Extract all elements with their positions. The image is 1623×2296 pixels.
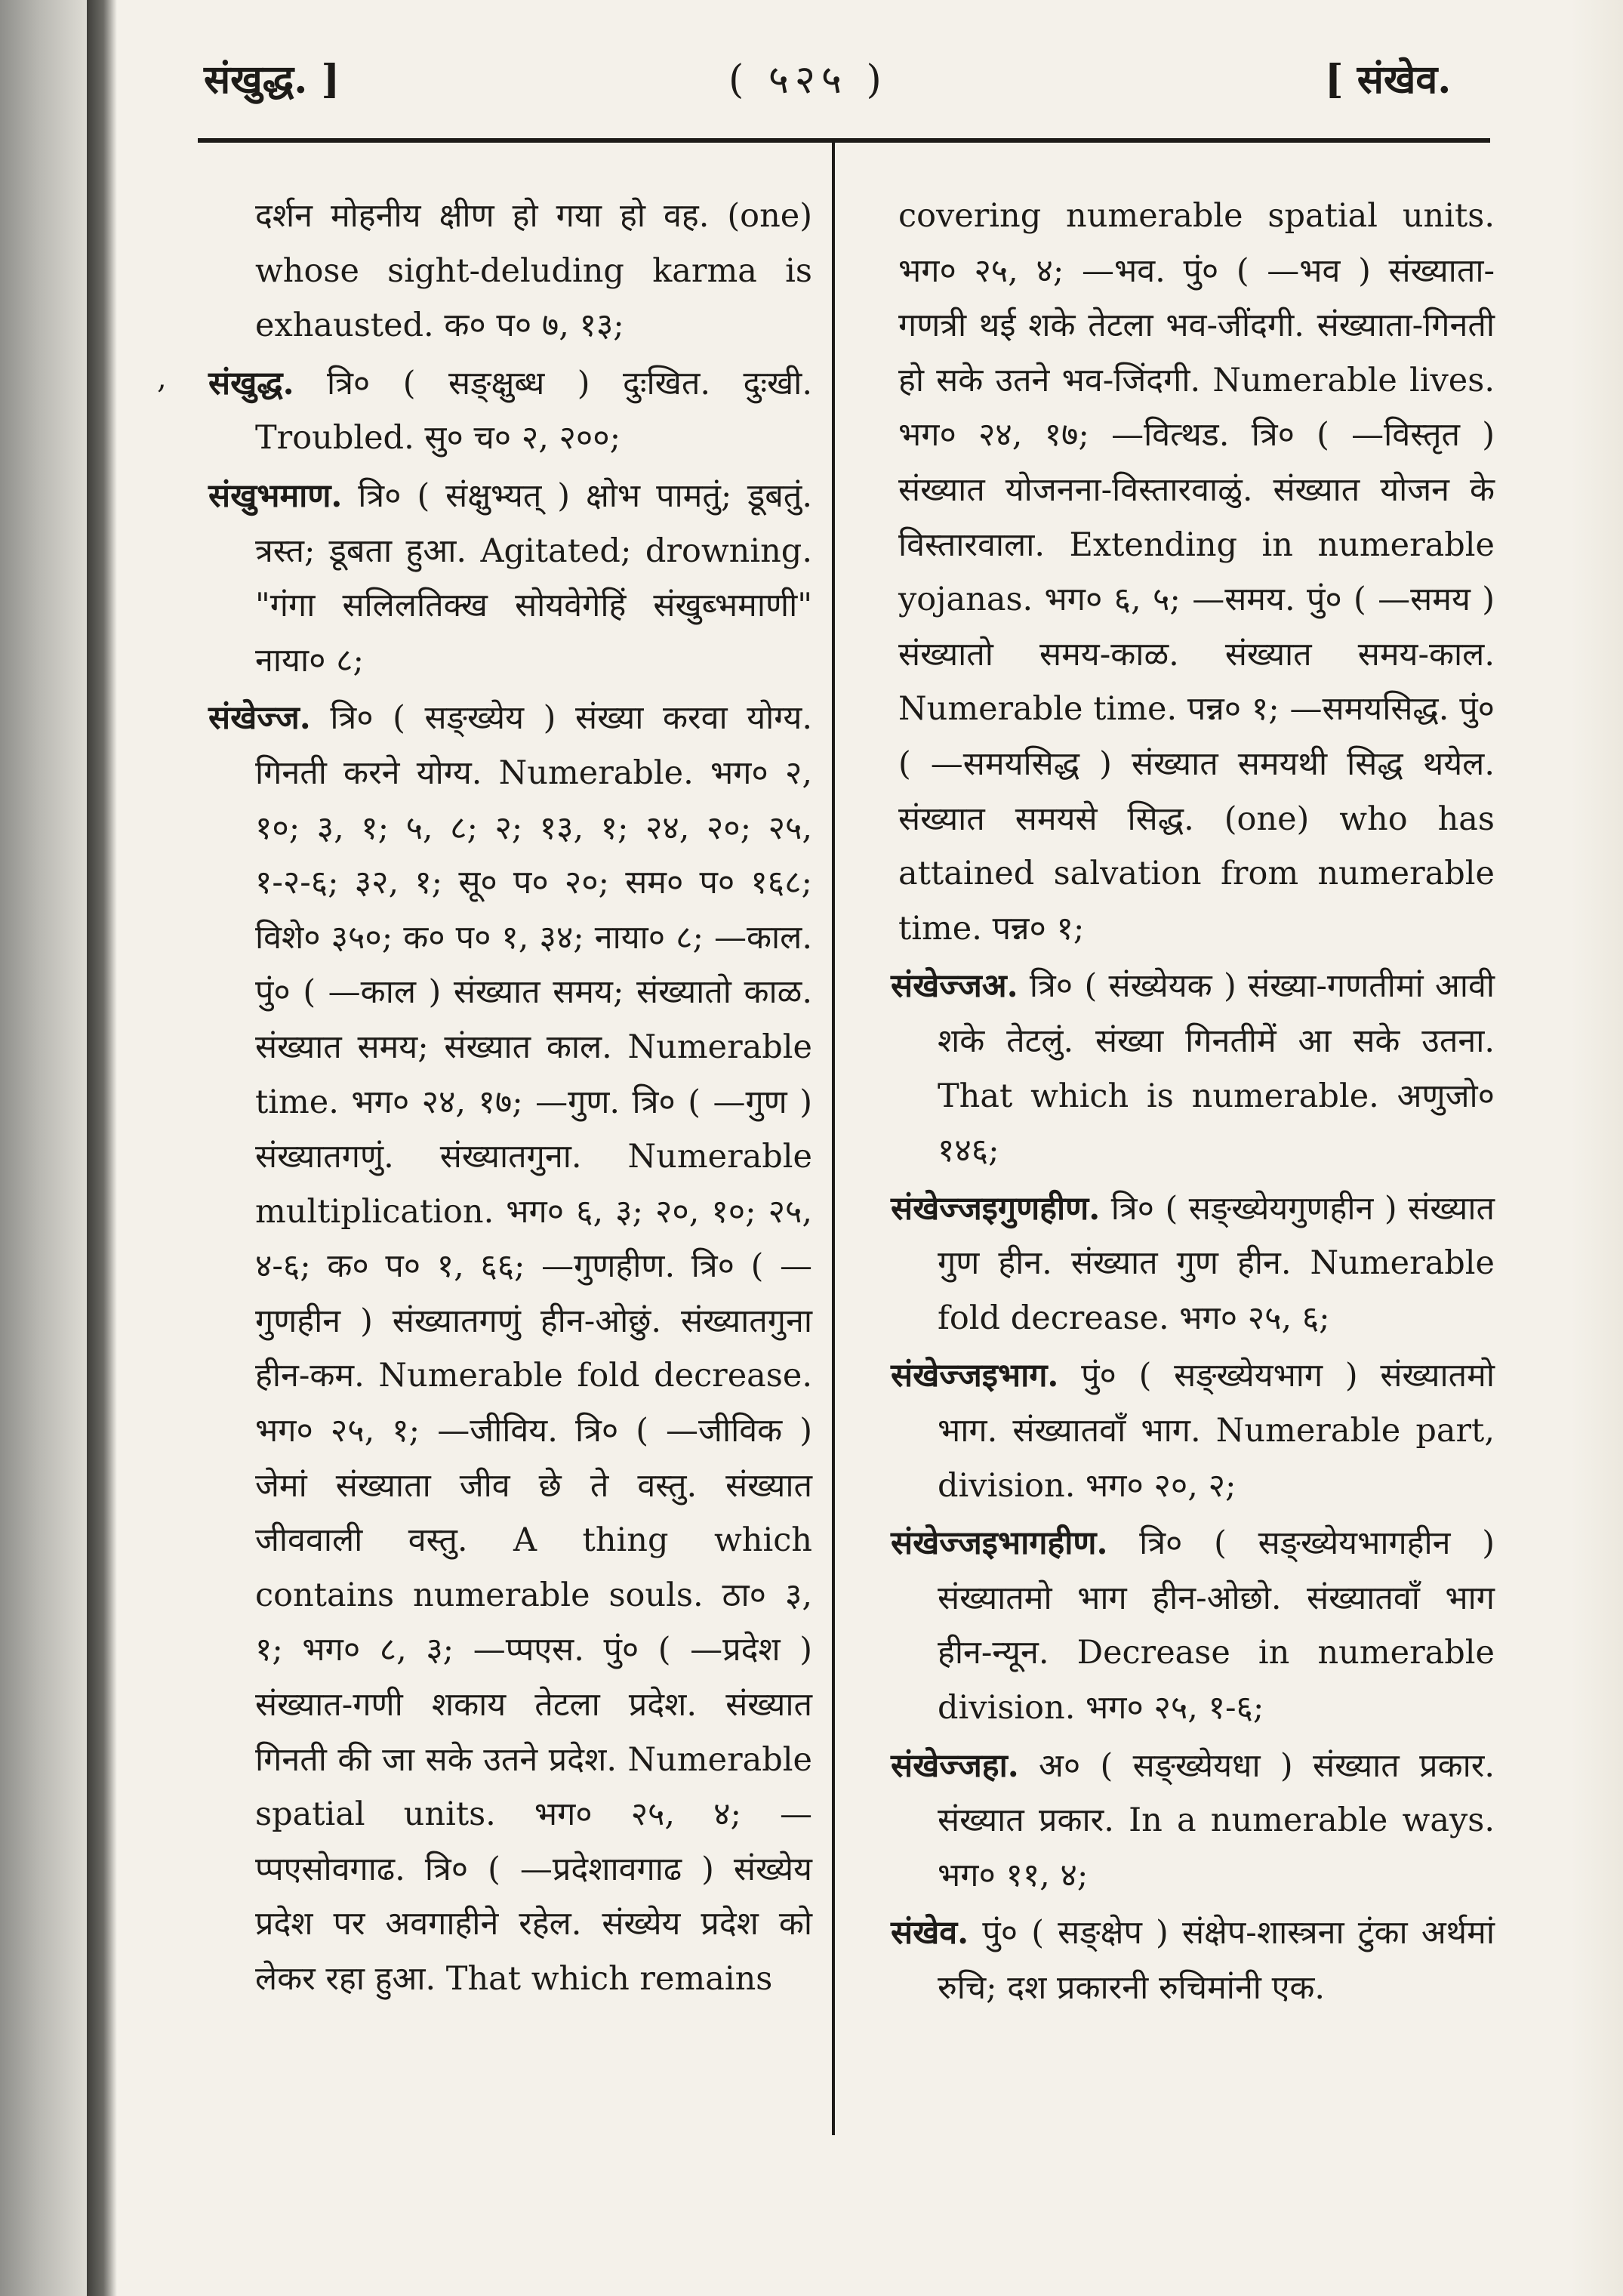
entry-headword: संखुभमाण. [208, 476, 343, 515]
book-gutter [87, 0, 117, 2296]
right-guide-word: [ संखेव. [1325, 57, 1452, 103]
right-column [891, 189, 1495, 2019]
entry-definition: त्रि० ( सङ्ख्येय ) संख्या करवा योग्य. गिनती करने योग्य. Numerable. भग० २, १०; ३, १; ५, ८; २; १३, १; २४, २०; २५, १-२-६; ३२, १; सू० प० २०; सम० प० १६८; विशे० ३५०; क० प० १, ३४; नाया० ८; —काल. पुं० ( —काल ) संख्यात समय; संख्यातो काळ. संख्यात समय; संख्यात काल. Numerable time. भग० २४, १७; —गुण. त्रि० ( —गुण ) संख्यातगणुं. संख्यातगुना. Numerable multiplication. भग० ६, ३; २०, १०; २५, ४-६; क० प० १, ६६; —गुणहीण. त्रि० ( —गुणहीन ) संख्यातगणुं हीन-ओछुं. संख्यातगुना हीन-कम. Numerable fold decrease. भग० २५, १; —जीविय. त्रि० ( —जीविक ) जेमां संख्याता जीव छे ते वस्तु. संख्यात जीववाली वस्तु. A thing which contains numerable souls. ठा० ३, १; भग० ८, ३; —प्पएस. पुं० ( —प्रदेश ) संख्यात-गणी शकाय तेटला प्रदेश. संख्यात गिनती की जा सके उतने प्रदेश. Numerable spatial units. भग० २५, ४; —प्पएसोवगाढ. त्रि० ( —प्रदेशावगाढ ) संख्येय प्रदेश पर अवगाहीने रहेल. संख्येय प्रदेश को लेकर रहा हुआ. That which remains [255, 699, 812, 1998]
entry-headword: संखेज्जहा. [891, 1746, 1019, 1785]
entry-headword: संखुद्ध. [208, 364, 294, 402]
entry-definition: त्रि० ( सङ्ख्येयगुणहीन ) संख्यात गुण हीन. संख्यात गुण हीन. Numerable fold decrease. भग० २५, ६; [938, 1189, 1495, 1337]
dictionary-entry [891, 1739, 1495, 1903]
dictionary-entry [891, 959, 1495, 1178]
entry-headword: संखेज्जइभाग. [891, 1357, 1059, 1395]
page-header [0, 0, 1623, 151]
entry-definition: पुं० ( सङ्क्षेप ) संक्षेप-शास्त्रना टुंका अर्थमां रुचि; दश प्रकारनी रुचिमांनी एक. [938, 1914, 1495, 2007]
entry-definition: त्रि० ( सङ्क्षुब्ध ) दुःखित. दुःखी. Troubled. सु० च० २, २००; [255, 364, 812, 458]
dictionary-entry: दर्शन मोहनीय क्षीण हो गया हो वह. (one) whose sight-deluding karma is exhausted. क० प० ७, १३; [255, 197, 812, 345]
dictionary-entry [891, 1516, 1495, 1735]
column-divider [832, 142, 835, 2135]
dictionary-entry [208, 356, 812, 466]
header-rule [198, 138, 1490, 143]
entry-headword: संखेज्जअ. [891, 967, 1018, 1006]
dictionary-entry [208, 469, 812, 688]
entry-headword: संखेज्जइगुणहीण. [891, 1189, 1101, 1228]
entry-definition: पुं० ( सङ्ख्येयभाग ) संख्यातमो भाग. संख्यातवाँ भाग. Numerable part, division. भग० २०, २; [938, 1357, 1495, 1505]
entry-definition: त्रि० ( संख्येयक ) संख्या-गणतीमां आवी शके तेटलुं. संख्या गिनतीमें आ सके उतना. That which is numerable. अणुजो० १४६; [938, 967, 1495, 1170]
dictionary-entry: covering numerable spatial units. भग० २५, ४; —भव. पुं० ( —भव ) संख्याता-गणत्री थई शके तेटला भव-जींदगी. संख्याता-गिनती हो सके उतने भव-जिंदगी. Numerable lives. भग० २४, १७; —वित्थड. त्रि० ( —विस्तृत ) संख्यात योजनना-विस्तारवाळुं. संख्यात योजन के विस्तारवाला. Extending in numerable yojanas. भग० ६, ५; —समय. पुं० ( —समय ) संख्यातो समय-काळ. संख्यात समय-काल. Numerable time. पन्न० १; —समयसिद्ध. पुं० ( —समयसिद्ध ) संख्यात समयथी सिद्ध थयेल. संख्यात समयसे सिद्ध. (one) who has attained salvation from numerable time. पन्न० १; [898, 197, 1495, 948]
entry-definition: त्रि० ( सङ्ख्येयभागहीन ) संख्यातमो भाग हीन-ओछो. संख्यातवाँ भाग हीन-न्यून. Decrease in numerable division. भग० २५, १-६; [938, 1524, 1495, 1727]
entry-headword: संखेज्ज. [208, 699, 311, 738]
dictionary-entry [891, 1348, 1495, 1513]
page-number: ( ५२५ ) [728, 57, 888, 103]
page-edge [1570, 0, 1623, 2296]
dictionary-entry [891, 1182, 1495, 1346]
entry-definition: अ० ( सङ्ख्येयधा ) संख्यात प्रकार. संख्यात प्रकार. In a numerable ways. भग० ११, ४; [938, 1746, 1495, 1894]
left-guide-word: संखुद्ध. ] [204, 57, 340, 103]
left-column [208, 189, 812, 2010]
dictionary-entry [891, 1906, 1495, 2015]
entry-definition: त्रि० ( संक्षुभ्यत् ) क्षोभ पामतुं; डूबतुं. त्रस्त; डूबता हुआ. Agitated; drowning. "गंगा सलिलतिक्ख सोयवेगेहिं संखुब्भमाणी" नाया० ८; [255, 476, 812, 680]
dictionary-entry [208, 691, 812, 2006]
entry-headword: संखेव. [891, 1914, 969, 1952]
entry-headword: संखेज्जइभागहीण. [891, 1524, 1108, 1563]
margin-mark: , [157, 361, 167, 396]
